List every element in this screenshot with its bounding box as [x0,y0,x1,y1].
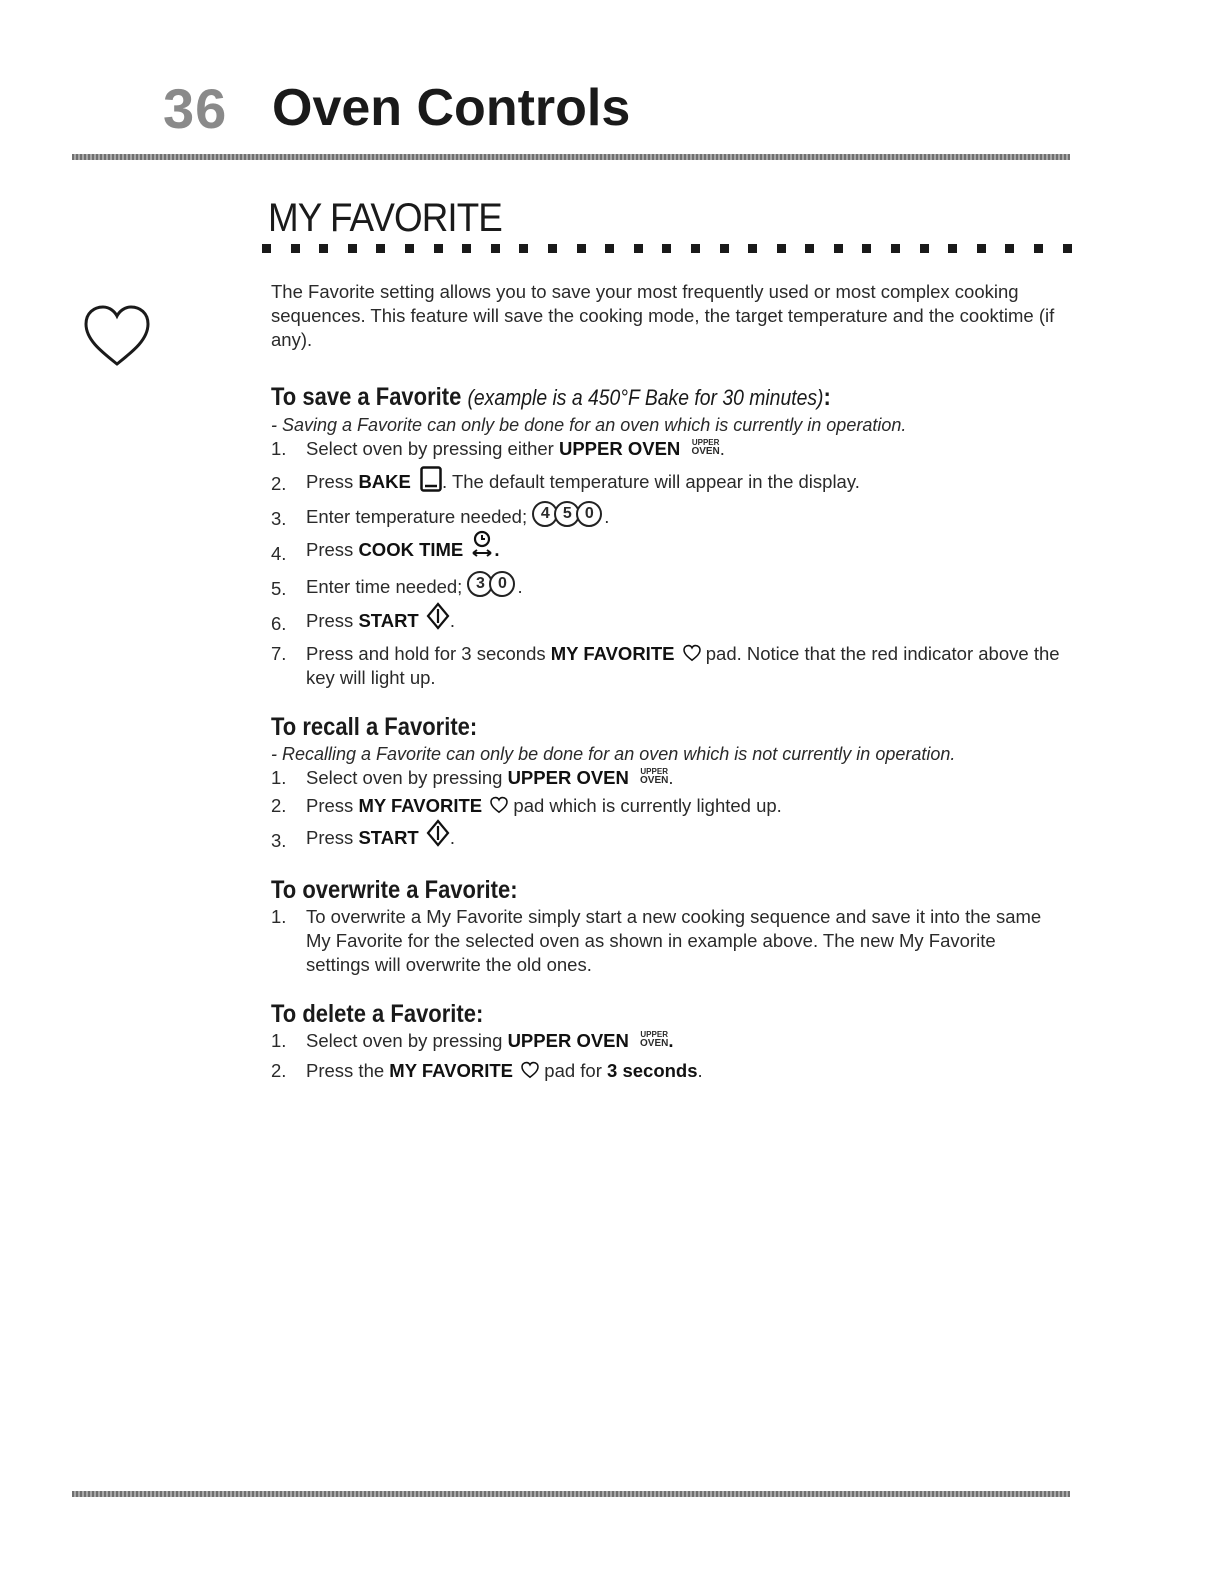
save-heading-example: (example is a 450°F Bake for 30 minutes) [467,385,824,410]
section-dot-divider [262,244,1072,254]
delete-heading: To delete a Favorite: [271,1000,484,1028]
digit-key: 0 [576,501,602,527]
upper-oven-key-icon: UPPER OVEN [640,767,669,786]
heart-icon [683,644,701,662]
digit-key: 3 [467,571,493,597]
digit-pad-sequence [532,506,598,527]
footer-rule [72,1491,1070,1497]
list-item: 6. Press START . [271,601,1061,636]
recall-section [271,712,1061,853]
recall-heading: To recall a Favorite: [271,713,478,741]
upper-oven-key-icon: UPPER OVEN [691,438,720,457]
list-item: 2. Press BAKE . The default temperature will appear in the display. [271,461,1061,496]
list-item: 1. Select oven by pressing either UPPER OVEN UPPER OVEN . [271,438,725,459]
clock-icon [470,530,494,560]
list-item: 3. Enter temperature needed; 4 5 0 . [271,496,1061,531]
list-item: 5. Enter time needed; 3 0 . [271,566,1061,601]
save-section [271,382,1061,690]
digit-key: 4 [532,501,558,527]
delete-section [271,999,1061,1083]
save-note: - Saving a Favorite can only be done for an oven which is currently in operation. [271,415,907,435]
intro-paragraph: The Favorite setting allows you to save your most frequently used or most complex cooking sequences. This feature will save the cooking mode, the target temperature and the cooktime (if any). [271,281,1055,350]
page-title: Oven Controls [272,79,631,137]
digit-pad-sequence [467,576,511,597]
list-item: 2. Press MY FAVORITE pad which is currently lighted up. [271,795,782,816]
save-steps [271,437,1061,690]
content [271,280,1061,1105]
list-item: 1. To overwrite a My Favorite simply start a new cooking sequence and save it into the same My Favorite for the selected oven as shown in example above. The new My Favorite settings will overwrite the old ones. [271,906,1042,975]
bake-icon [420,466,442,492]
heart-icon [82,304,152,368]
recall-note: - Recalling a Favorite can only be done for an oven which is not currently in operation. [271,744,956,764]
overwrite-section [271,875,1061,977]
list-item: 4. Press COOK TIME . [271,531,1061,566]
list-item: 1. Select oven by pressing UPPER OVEN UPPER OVEN . [271,767,674,788]
list-item: 1. Select oven by pressing UPPER OVEN UPPER OVEN . [271,1030,674,1051]
delete-steps [271,1029,1061,1083]
header-rule [72,154,1070,160]
section-title: MY FAVORITE [268,196,502,240]
list-item: 7. Press and hold for 3 seconds MY FAVORITE pad. Notice that the red indicator above the key will light up. [271,643,1060,688]
upper-oven-key-icon: UPPER OVEN [640,1030,669,1049]
start-icon [426,602,450,630]
overwrite-heading: To overwrite a Favorite: [271,876,518,904]
start-icon [426,819,450,847]
page-number: 36 [163,77,228,140]
heart-icon [490,796,508,814]
heart-icon [521,1061,539,1079]
recall-steps [271,766,1061,853]
digit-key: 0 [489,571,515,597]
digit-key: 5 [554,501,580,527]
list-item: 2. Press the MY FAVORITE pad for 3 seconds. [271,1060,703,1081]
save-heading: To save a Favorite (example is a 450°F Bake for 30 minutes): [271,383,831,411]
overwrite-steps [271,905,1061,977]
list-item: 3. Press START . [271,818,1061,853]
